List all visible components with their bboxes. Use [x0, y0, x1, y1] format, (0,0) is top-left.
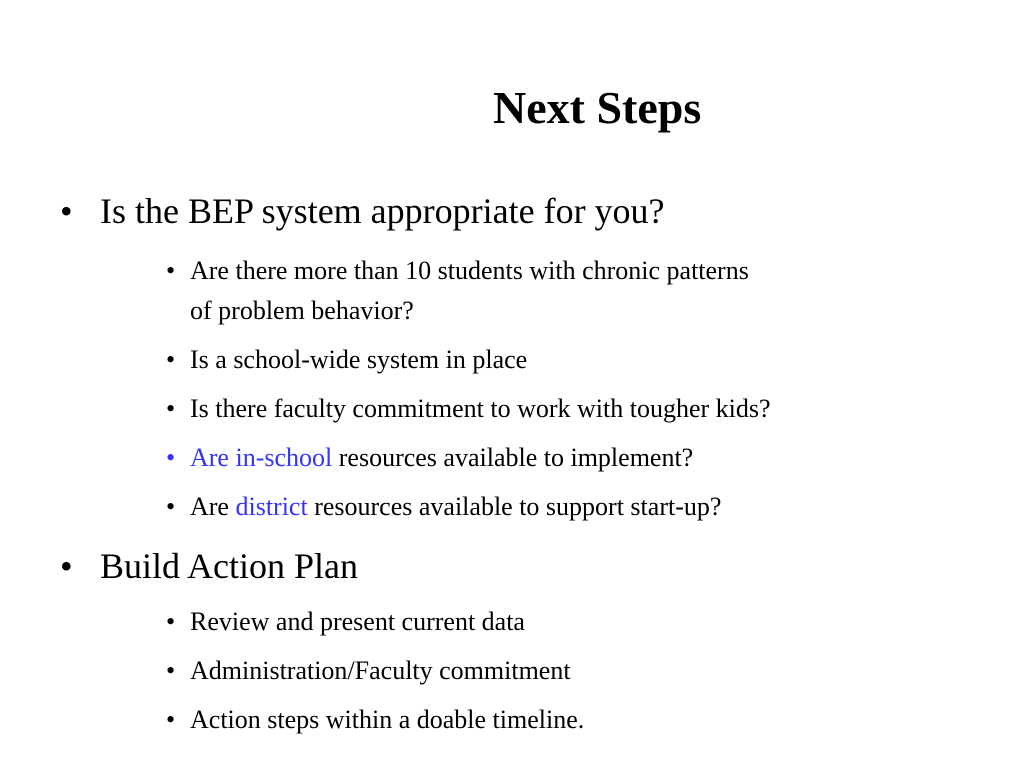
sub-bullet-text — [190, 251, 970, 331]
sub-bullet-text: Is a school-wide system in place — [190, 345, 528, 374]
sub-bullet-text — [190, 438, 970, 478]
sub-bullet-text: Review and present current data — [190, 607, 525, 636]
bullet-dot: • — [166, 656, 176, 685]
sub-bullet-text — [190, 487, 970, 527]
highlight-text: district — [235, 492, 308, 521]
bullet-dot: • — [166, 394, 176, 423]
highlight-text: Are in-school — [190, 443, 333, 472]
sub-bullet-text: Action steps within a doable timeline. — [190, 705, 585, 734]
sub-bullet-line: Are there more than 10 students with chronic patterns — [190, 256, 749, 285]
bullet-dot: • — [166, 443, 176, 472]
bullet-dot: • — [166, 492, 176, 521]
sub-bullet-text: Administration/Faculty commitment — [190, 656, 571, 685]
bullet-dot: • — [166, 607, 176, 636]
slide-title: Next Steps — [493, 82, 702, 133]
bullet-text: Build Action Plan — [100, 546, 359, 586]
sub-bullet-pre: Are — [190, 492, 236, 521]
sub-bullet-rest: resources available to implement? — [332, 443, 694, 472]
bullet-dot: • — [60, 191, 73, 231]
bullet-dot: • — [60, 546, 73, 586]
bullet-dot: • — [166, 345, 176, 374]
sub-bullet-rest: resources available to support start-up? — [307, 492, 722, 521]
bullet-dot: • — [166, 256, 176, 285]
sub-bullet-text: Is there faculty commitment to work with tougher kids? — [190, 394, 771, 423]
bullet-text: Is the BEP system appropriate for you? — [100, 191, 665, 231]
bullet-dot: • — [166, 705, 176, 734]
sub-bullet-line: of problem behavior? — [190, 296, 414, 325]
